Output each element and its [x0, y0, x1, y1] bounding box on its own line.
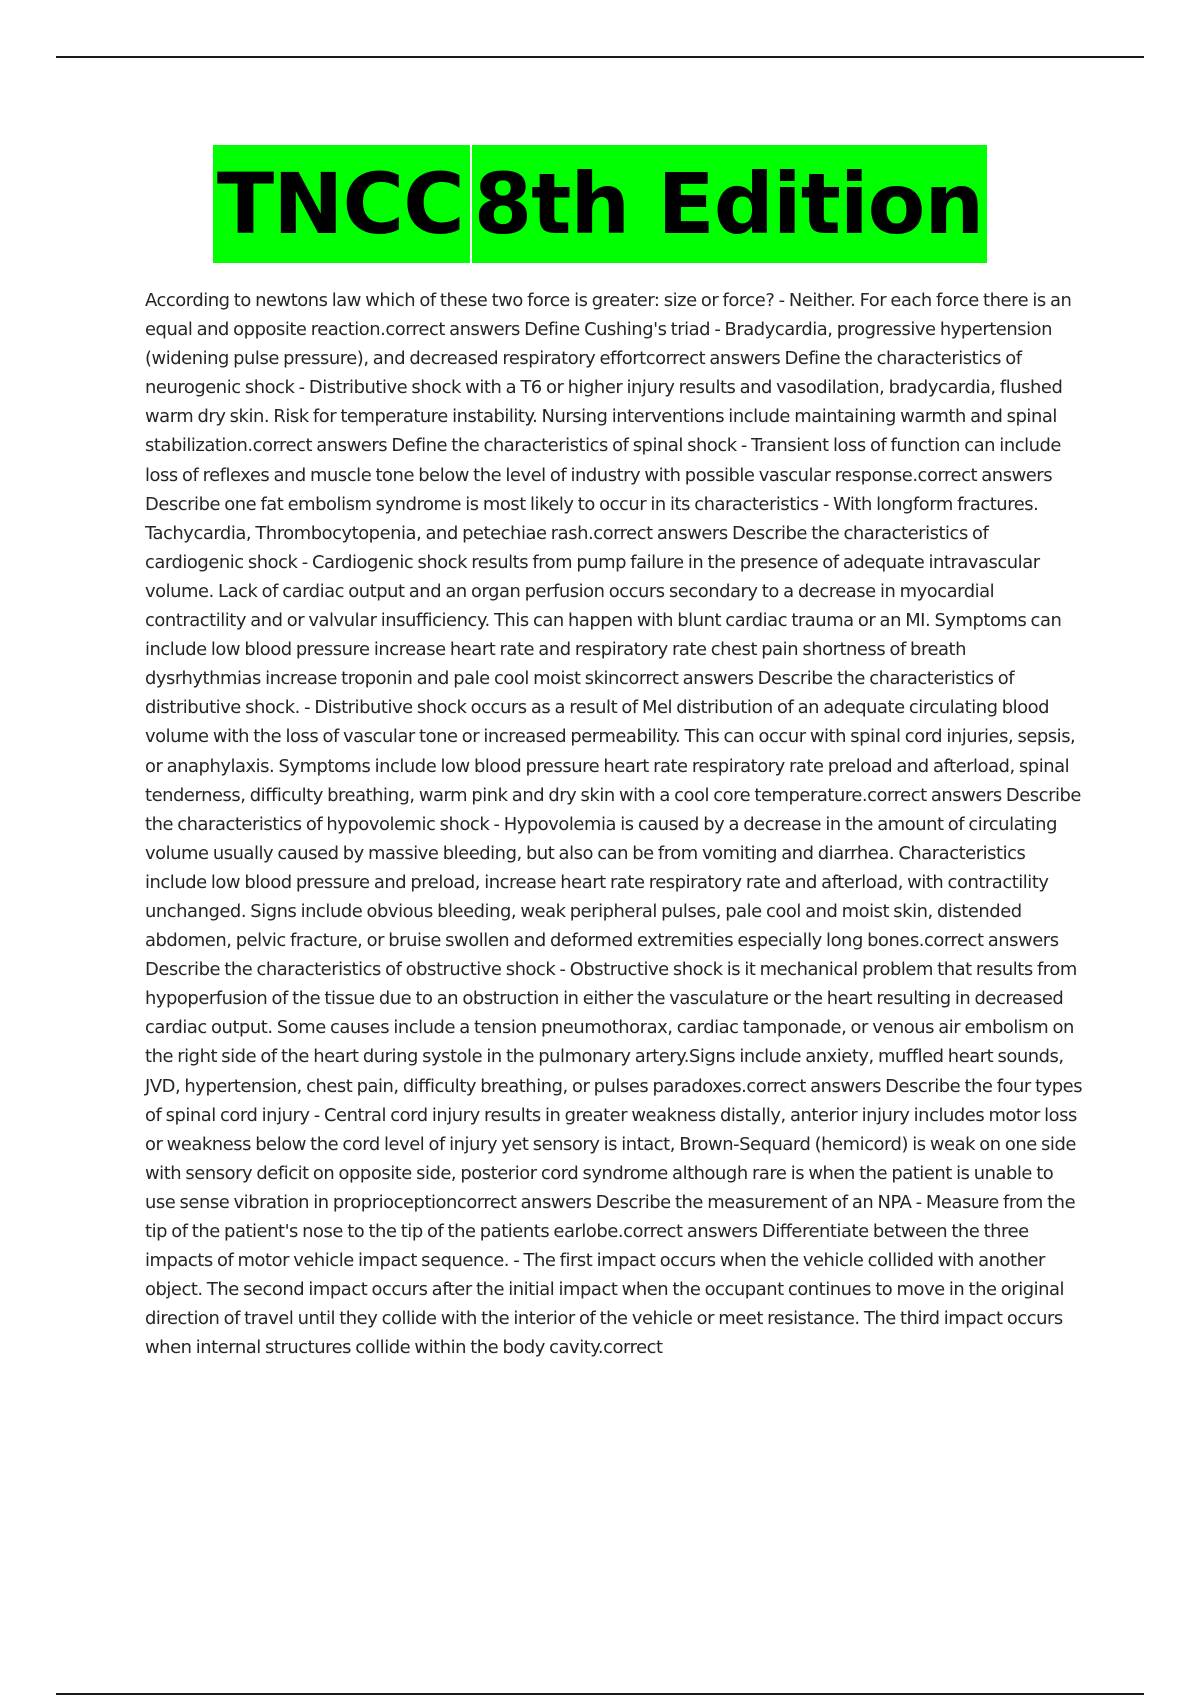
body-paragraph: According to newtons law which of these two force is greater: size or force? - Neither. For each force there is an equal and opposite reaction.correct answers Define Cushing's triad - Bradycardia, progressive hypertension (widening pulse pressure), and decreased respiratory effortcorrect answers Define the characteristics of neurogenic shock - Distributive shock with a T6 or higher injury results and vasodilation, bradycardia, flushed warm dry skin. Risk for temperature instability. Nursing interventions include maintaining warmth and spinal stabilization.correct answers Define the characteristics of spinal shock - Transient loss of function can include loss of reflexes and muscle tone below the level of industry with possible vascular response.correct answers Describe one fat embolism syndrome is most likely to occur in its characteristics - With longform fractures. Tachycardia, Thrombocytopenia, and petechiae rash.correct answers Describe the characteristics of cardiogenic shock - Cardiogenic shock results from pump failure in the presence of adequate intravascular volume. Lack of cardiac output and an organ perfusion occurs secondary to a decrease in myocardial contractility and or valvular insufficiency. This can happen with blunt cardiac trauma or an MI. Symptoms can include low blood pressure increase heart rate and respiratory rate chest pain shortness of breath dysrhythmias increase troponin and pale cool moist skincorrect answers Describe the characteristics of distributive shock. - Distributive shock occurs as a result of Mel distribution of an adequate circulating blood volume with the loss of vascular tone or increased permeability. This can occur with spinal cord injuries, sepsis, or anaphylaxis. Symptoms include low blood pressure heart rate respiratory rate preload and afterload, spinal tenderness, difficulty breathing, warm pink and dry skin with a cool core temperature.correct answers Describe the characteristics of hypovolemic shock - Hypovolemia is caused by a decrease in the amount of circulating volume usually caused by massive bleeding, but also can be from vomiting and diarrhea. Characteristics include low blood pressure and preload, increase heart rate respiratory rate and afterload, with contractility unchanged. Signs include obvious bleeding, weak peripheral pulses, pale cool and moist skin, distended abdomen, pelvic fracture, or bruise swollen and deformed extremities especially long bones.correct answers Describe the characteristics of obstructive shock - Obstructive shock is it mechanical problem that results from hypoperfusion of the tissue due to an obstruction in either the vasculature or the heart resulting in decreased cardiac output. Some causes include a tension pneumothorax, cardiac tamponade, or venous air embolism on the right side of the heart during systole in the pulmonary artery.Signs include anxiety, muffled heart sounds, JVD, hypertension, chest pain, difficulty breathing, or pulses paradoxes.correct answers Describe the four types of spinal cord injury - Central cord injury results in greater weakness distally, anterior injury includes motor loss or weakness below the cord level of injury yet sensory is intact, Brown-Sequard (hemicord) is weak on one side with sensory deficit on opposite side, posterior cord syndrome although rare is when the patient is unable to use sense vibration in proprioceptioncorrect answers Describe the measurement of an NPA - Measure from the tip of the patient's nose to the tip of the patients earlobe.correct answers Differentiate between the three impacts of motor vehicle impact sequence. - The first impact occurs when the vehicle collided with another object. The second impact occurs after the initial impact when the occupant continues to move in the original direction of travel until they collide with the interior of the vehicle or meet resistance. The third impact occurs when internal structures collide within the body cavity.correct: [145, 290, 1083, 1359]
top-rule: [56, 56, 1144, 58]
document-title: [0, 145, 1200, 263]
title-part-1: TNCC: [213, 145, 470, 263]
bottom-rule: [56, 1693, 1144, 1695]
title-part-2: 8th Edition: [472, 145, 987, 263]
